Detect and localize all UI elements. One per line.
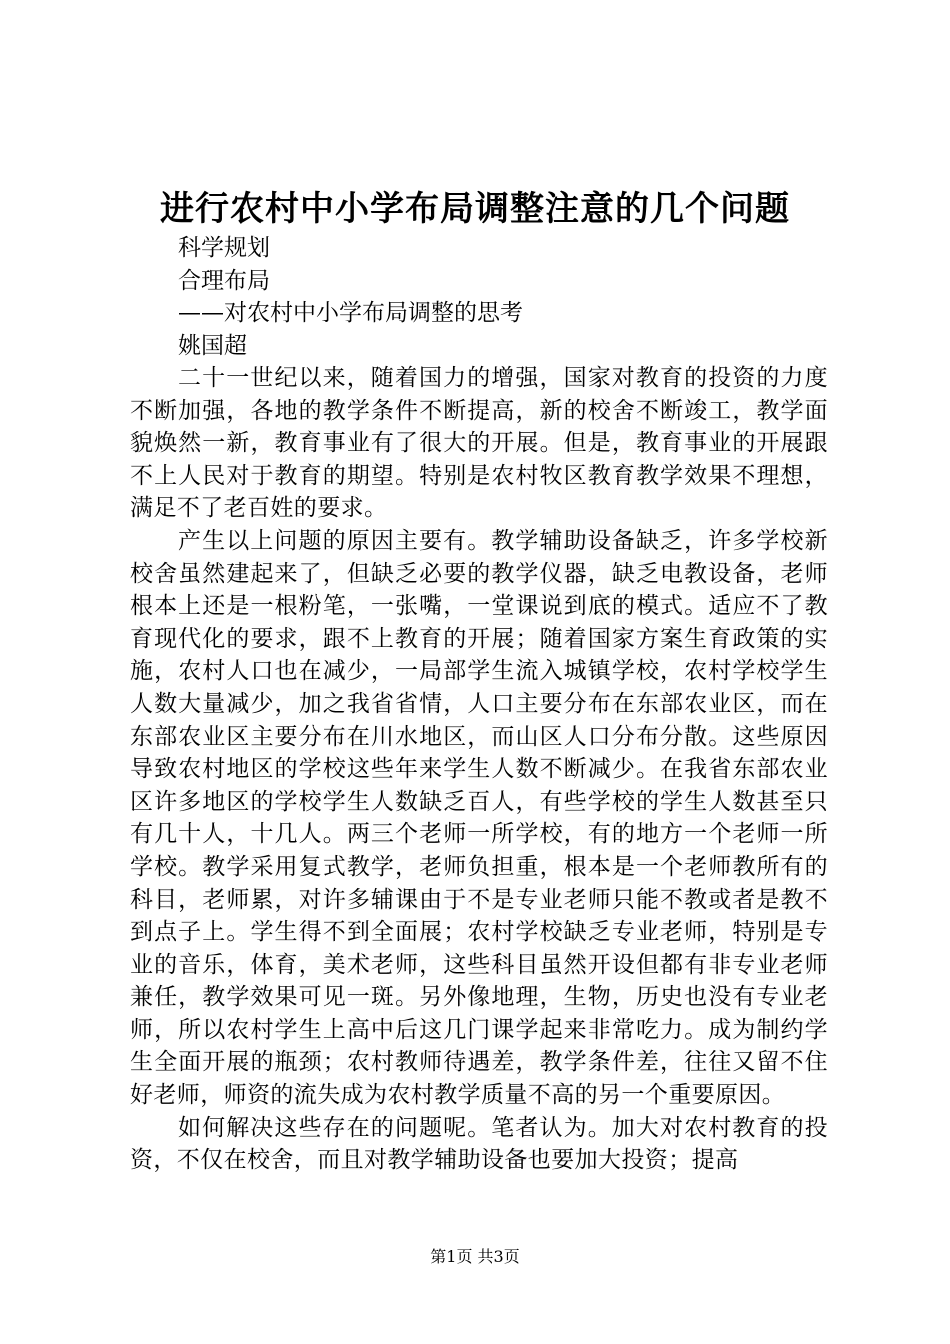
subtitle-line-2: 合理布局 — [178, 267, 270, 294]
paragraph-2: 产生以上问题的原因主要有。教学辅助设备缺乏，许多学校新校舍虽然建起来了，但缺乏必要的教学仪器，缺乏电教设备，老师根本上还是一根粉笔，一张嘴，一堂课说到底的模式。适应不了教育现代化的要求，跟不上教育的开展；随着国家方案生育政策的实施，农村人口也在减少，一局部学生流入城镇学校，农村学校学生人数大量减少，加之我省省情，人口主要分布在东部农业区，而在东部农业区主要分布在川水地区，而山区人口分布分散。这些原因导致农村地区的学校这些年来学生人数不断减少。在我省东部农业区许多地区的学校学生人数缺乏百人，有些学校的学生人数甚至只有几十人，十几人。两三个老师一所学校，有的地方一个老师一所学校。教学采用复式教学，老师负担重，根本是一个老师教所有的科目，老师累，对许多辅课由于不是专业老师只能不教或者是教不到点子上。学生得不到全面展；农村学校缺乏专业老师，特别是专业的音乐，体育，美术老师，这些科目虽然开设但都有非专业老师兼任，教学效果可见一斑。另外像地理，生物，历史也没有专业老师，所以农村学生上高中后这几门课学起来非常吃力。成为制约学生全面开展的瓶颈；农村教师待遇差，教学条件差，往往又留不住好老师，师资的流失成为农村教学质量不高的另一个重要原因。 — [130, 527, 828, 1109]
author-name: 姚国超 — [178, 332, 247, 359]
document-header-block — [178, 232, 858, 362]
document-body — [130, 362, 828, 1177]
subtitle-line-1: 科学规划 — [178, 235, 270, 261]
page-footer: 第1页 共3页 — [430, 1247, 520, 1266]
document-title: 进行农村中小学布局调整注意的几个问题 — [160, 189, 790, 229]
paragraph-3: 如何解决这些存在的问题呢。笔者认为。加大对农村教育的投资，不仅在校舍，而且对教学辅助设备也要加大投资；提高 — [130, 1114, 828, 1174]
subtitle-line-3: ——对农村中小学布局调整的思考 — [178, 300, 523, 326]
paragraph-1: 二十一世纪以来，随着国力的增强，国家对教育的投资的力度不断加强，各地的教学条件不断提高，新的校舍不断竣工，教学面貌焕然一新，教育事业有了很大的开展。但是，教育事业的开展跟不上人民对于教育的期望。特别是农村牧区教育教学效果不理想，满足不了老百姓的要求。 — [130, 365, 828, 522]
